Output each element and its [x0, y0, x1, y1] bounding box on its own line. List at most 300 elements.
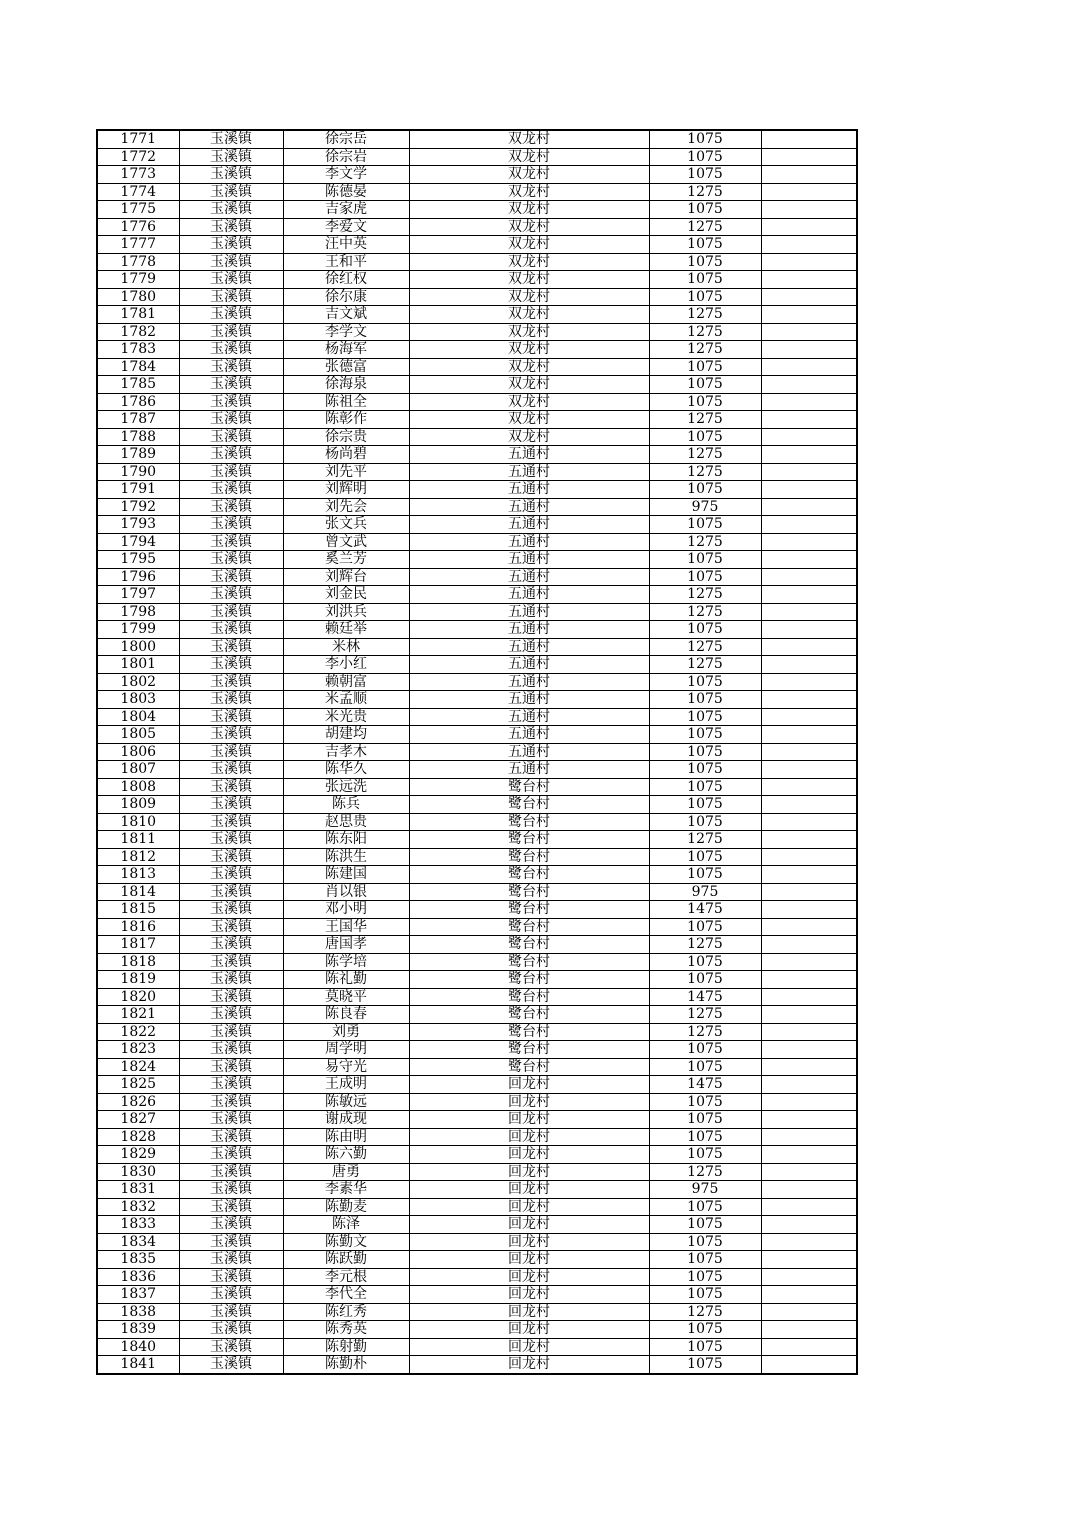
table-row — [97, 691, 857, 709]
note-cell — [761, 1163, 857, 1181]
table-row — [97, 288, 857, 306]
town-cell: 玉溪镇 — [179, 1058, 283, 1076]
name-cell: 陈华久 — [283, 761, 409, 779]
town-cell: 玉溪镇 — [179, 726, 283, 744]
name-cell: 陈学培 — [283, 953, 409, 971]
amount-cell: 975 — [649, 883, 761, 901]
village-cell: 五通村 — [409, 568, 649, 586]
village-cell: 双龙村 — [409, 358, 649, 376]
note-cell — [761, 1023, 857, 1041]
town-cell: 玉溪镇 — [179, 498, 283, 516]
note-cell — [761, 533, 857, 551]
note-cell — [761, 446, 857, 464]
table-row — [97, 1023, 857, 1041]
note-cell — [761, 1268, 857, 1286]
name-cell: 唐勇 — [283, 1163, 409, 1181]
note-cell — [761, 586, 857, 604]
name-cell: 李小红 — [283, 656, 409, 674]
town-cell: 玉溪镇 — [179, 1356, 283, 1374]
row-number-cell: 1803 — [97, 691, 179, 709]
town-cell: 玉溪镇 — [179, 1023, 283, 1041]
village-cell: 双龙村 — [409, 271, 649, 289]
name-cell: 米光贵 — [283, 708, 409, 726]
village-cell: 五通村 — [409, 656, 649, 674]
note-cell — [761, 638, 857, 656]
table-row — [97, 341, 857, 359]
name-cell: 杨尚碧 — [283, 446, 409, 464]
village-cell: 回龙村 — [409, 1111, 649, 1129]
name-cell: 汪中英 — [283, 236, 409, 254]
village-cell: 鹭台村 — [409, 936, 649, 954]
amount-cell: 1075 — [649, 708, 761, 726]
note-cell — [761, 1181, 857, 1199]
note-cell — [761, 1233, 857, 1251]
town-cell: 玉溪镇 — [179, 306, 283, 324]
name-cell: 陈建国 — [283, 866, 409, 884]
town-cell: 玉溪镇 — [179, 183, 283, 201]
table-row — [97, 796, 857, 814]
village-cell: 鹭台村 — [409, 1041, 649, 1059]
row-number-cell: 1831 — [97, 1181, 179, 1199]
note-cell — [761, 988, 857, 1006]
row-number-cell: 1781 — [97, 306, 179, 324]
amount-cell: 1475 — [649, 901, 761, 919]
amount-cell: 1075 — [649, 1233, 761, 1251]
table-row — [97, 551, 857, 569]
table-row — [97, 446, 857, 464]
town-cell: 玉溪镇 — [179, 901, 283, 919]
row-number-cell: 1805 — [97, 726, 179, 744]
town-cell: 玉溪镇 — [179, 813, 283, 831]
town-cell: 玉溪镇 — [179, 708, 283, 726]
row-number-cell: 1836 — [97, 1268, 179, 1286]
village-cell: 双龙村 — [409, 393, 649, 411]
amount-cell: 1275 — [649, 656, 761, 674]
amount-cell: 1075 — [649, 796, 761, 814]
name-cell: 邓小明 — [283, 901, 409, 919]
village-cell: 回龙村 — [409, 1268, 649, 1286]
amount-cell: 1275 — [649, 411, 761, 429]
village-cell: 双龙村 — [409, 253, 649, 271]
row-number-cell: 1787 — [97, 411, 179, 429]
village-cell: 双龙村 — [409, 130, 649, 148]
town-cell: 玉溪镇 — [179, 918, 283, 936]
table-row — [97, 1268, 857, 1286]
row-number-cell: 1837 — [97, 1286, 179, 1304]
amount-cell: 1275 — [649, 1303, 761, 1321]
village-cell: 五通村 — [409, 603, 649, 621]
table-row — [97, 1286, 857, 1304]
amount-cell: 1075 — [649, 1268, 761, 1286]
town-cell: 玉溪镇 — [179, 358, 283, 376]
table-row — [97, 936, 857, 954]
row-number-cell: 1775 — [97, 201, 179, 219]
name-cell: 陈东阳 — [283, 831, 409, 849]
town-cell: 玉溪镇 — [179, 848, 283, 866]
amount-cell: 1275 — [649, 831, 761, 849]
amount-cell: 1075 — [649, 848, 761, 866]
row-number-cell: 1793 — [97, 516, 179, 534]
name-cell: 陈红秀 — [283, 1303, 409, 1321]
table-row — [97, 148, 857, 166]
name-cell: 陈秀英 — [283, 1321, 409, 1339]
town-cell: 玉溪镇 — [179, 831, 283, 849]
town-cell: 玉溪镇 — [179, 1076, 283, 1094]
amount-cell: 1075 — [649, 743, 761, 761]
row-number-cell: 1799 — [97, 621, 179, 639]
town-cell: 玉溪镇 — [179, 1111, 283, 1129]
row-number-cell: 1830 — [97, 1163, 179, 1181]
note-cell — [761, 848, 857, 866]
village-cell: 鹭台村 — [409, 778, 649, 796]
village-cell: 双龙村 — [409, 288, 649, 306]
town-cell: 玉溪镇 — [179, 1338, 283, 1356]
row-number-cell: 1812 — [97, 848, 179, 866]
town-cell: 玉溪镇 — [179, 866, 283, 884]
note-cell — [761, 288, 857, 306]
row-number-cell: 1786 — [97, 393, 179, 411]
note-cell — [761, 673, 857, 691]
village-cell: 鹭台村 — [409, 971, 649, 989]
name-cell: 胡建均 — [283, 726, 409, 744]
village-cell: 五通村 — [409, 708, 649, 726]
village-cell: 鹭台村 — [409, 813, 649, 831]
note-cell — [761, 568, 857, 586]
row-number-cell: 1815 — [97, 901, 179, 919]
amount-cell: 1075 — [649, 166, 761, 184]
amount-cell: 1275 — [649, 341, 761, 359]
table-row — [97, 638, 857, 656]
town-cell: 玉溪镇 — [179, 1216, 283, 1234]
amount-cell: 1275 — [649, 463, 761, 481]
village-cell: 回龙村 — [409, 1093, 649, 1111]
village-cell: 鹭台村 — [409, 883, 649, 901]
note-cell — [761, 1006, 857, 1024]
amount-cell: 1075 — [649, 568, 761, 586]
note-cell — [761, 1356, 857, 1374]
town-cell: 玉溪镇 — [179, 411, 283, 429]
note-cell — [761, 621, 857, 639]
amount-cell: 1075 — [649, 271, 761, 289]
table-row — [97, 323, 857, 341]
village-cell: 五通村 — [409, 743, 649, 761]
village-cell: 双龙村 — [409, 183, 649, 201]
town-cell: 玉溪镇 — [179, 516, 283, 534]
amount-cell: 1075 — [649, 953, 761, 971]
note-cell — [761, 1198, 857, 1216]
name-cell: 徐海泉 — [283, 376, 409, 394]
row-number-cell: 1804 — [97, 708, 179, 726]
note-cell — [761, 358, 857, 376]
town-cell: 玉溪镇 — [179, 1321, 283, 1339]
town-cell: 玉溪镇 — [179, 428, 283, 446]
note-cell — [761, 936, 857, 954]
town-cell: 玉溪镇 — [179, 1303, 283, 1321]
row-number-cell: 1774 — [97, 183, 179, 201]
village-cell: 五通村 — [409, 621, 649, 639]
table-row — [97, 236, 857, 254]
note-cell — [761, 463, 857, 481]
note-cell — [761, 726, 857, 744]
village-cell: 鹭台村 — [409, 796, 649, 814]
village-cell: 五通村 — [409, 551, 649, 569]
row-number-cell: 1806 — [97, 743, 179, 761]
amount-cell: 1275 — [649, 218, 761, 236]
village-cell: 回龙村 — [409, 1163, 649, 1181]
name-cell: 吉文斌 — [283, 306, 409, 324]
row-number-cell: 1833 — [97, 1216, 179, 1234]
table-row — [97, 428, 857, 446]
table-row — [97, 1146, 857, 1164]
amount-cell: 1075 — [649, 1321, 761, 1339]
row-number-cell: 1810 — [97, 813, 179, 831]
town-cell: 玉溪镇 — [179, 568, 283, 586]
note-cell — [761, 778, 857, 796]
table-row — [97, 516, 857, 534]
name-cell: 刘先会 — [283, 498, 409, 516]
town-cell: 玉溪镇 — [179, 656, 283, 674]
town-cell: 玉溪镇 — [179, 1006, 283, 1024]
village-cell: 鹭台村 — [409, 901, 649, 919]
name-cell: 张远洗 — [283, 778, 409, 796]
town-cell: 玉溪镇 — [179, 323, 283, 341]
town-cell: 玉溪镇 — [179, 1198, 283, 1216]
amount-cell: 1075 — [649, 971, 761, 989]
row-number-cell: 1825 — [97, 1076, 179, 1094]
row-number-cell: 1779 — [97, 271, 179, 289]
row-number-cell: 1792 — [97, 498, 179, 516]
name-cell: 张文兵 — [283, 516, 409, 534]
note-cell — [761, 1251, 857, 1269]
town-cell: 玉溪镇 — [179, 883, 283, 901]
town-cell: 玉溪镇 — [179, 341, 283, 359]
name-cell: 易守光 — [283, 1058, 409, 1076]
table-row — [97, 778, 857, 796]
note-cell — [761, 603, 857, 621]
village-cell: 回龙村 — [409, 1321, 649, 1339]
name-cell: 陈洪生 — [283, 848, 409, 866]
village-cell: 鹭台村 — [409, 1058, 649, 1076]
table-row — [97, 1321, 857, 1339]
town-cell: 玉溪镇 — [179, 796, 283, 814]
town-cell: 玉溪镇 — [179, 533, 283, 551]
town-cell: 玉溪镇 — [179, 288, 283, 306]
amount-cell: 1475 — [649, 988, 761, 1006]
table-row — [97, 761, 857, 779]
amount-cell: 1075 — [649, 1041, 761, 1059]
amount-cell: 1075 — [649, 1093, 761, 1111]
amount-cell: 1275 — [649, 1006, 761, 1024]
village-cell: 双龙村 — [409, 306, 649, 324]
row-number-cell: 1819 — [97, 971, 179, 989]
note-cell — [761, 516, 857, 534]
table-row — [97, 1216, 857, 1234]
name-cell: 杨海军 — [283, 341, 409, 359]
row-number-cell: 1789 — [97, 446, 179, 464]
name-cell: 陈祖全 — [283, 393, 409, 411]
note-cell — [761, 498, 857, 516]
row-number-cell: 1824 — [97, 1058, 179, 1076]
town-cell: 玉溪镇 — [179, 743, 283, 761]
amount-cell: 1075 — [649, 1286, 761, 1304]
row-number-cell: 1817 — [97, 936, 179, 954]
table-row — [97, 498, 857, 516]
village-cell: 双龙村 — [409, 148, 649, 166]
village-cell: 双龙村 — [409, 166, 649, 184]
amount-cell: 1275 — [649, 533, 761, 551]
note-cell — [761, 1058, 857, 1076]
village-cell: 五通村 — [409, 516, 649, 534]
table-row — [97, 1251, 857, 1269]
amount-cell: 1075 — [649, 516, 761, 534]
table-row — [97, 656, 857, 674]
amount-cell: 1075 — [649, 551, 761, 569]
name-cell: 刘勇 — [283, 1023, 409, 1041]
amount-cell: 1275 — [649, 183, 761, 201]
village-cell: 五通村 — [409, 726, 649, 744]
town-cell: 玉溪镇 — [179, 1041, 283, 1059]
name-cell: 吉家虎 — [283, 201, 409, 219]
town-cell: 玉溪镇 — [179, 971, 283, 989]
table-row — [97, 586, 857, 604]
village-cell: 鹭台村 — [409, 1023, 649, 1041]
row-number-cell: 1798 — [97, 603, 179, 621]
note-cell — [761, 743, 857, 761]
name-cell: 赖朝富 — [283, 673, 409, 691]
amount-cell: 1075 — [649, 1216, 761, 1234]
amount-cell: 975 — [649, 1181, 761, 1199]
name-cell: 肖以银 — [283, 883, 409, 901]
town-cell: 玉溪镇 — [179, 446, 283, 464]
table-row — [97, 1058, 857, 1076]
amount-cell: 1475 — [649, 1076, 761, 1094]
village-cell: 鹭台村 — [409, 953, 649, 971]
amount-cell: 1275 — [649, 1023, 761, 1041]
amount-cell: 1075 — [649, 813, 761, 831]
note-cell — [761, 796, 857, 814]
village-cell: 五通村 — [409, 498, 649, 516]
name-cell: 王成明 — [283, 1076, 409, 1094]
village-cell: 五通村 — [409, 761, 649, 779]
table-row — [97, 463, 857, 481]
town-cell: 玉溪镇 — [179, 778, 283, 796]
row-number-cell: 1800 — [97, 638, 179, 656]
town-cell: 玉溪镇 — [179, 463, 283, 481]
row-number-cell: 1826 — [97, 1093, 179, 1111]
note-cell — [761, 1128, 857, 1146]
note-cell — [761, 813, 857, 831]
note-cell — [761, 1216, 857, 1234]
village-cell: 双龙村 — [409, 376, 649, 394]
note-cell — [761, 271, 857, 289]
table-row — [97, 306, 857, 324]
name-cell: 刘先平 — [283, 463, 409, 481]
town-cell: 玉溪镇 — [179, 218, 283, 236]
amount-cell: 1075 — [649, 691, 761, 709]
village-cell: 双龙村 — [409, 341, 649, 359]
amount-cell: 1275 — [649, 446, 761, 464]
name-cell: 李代全 — [283, 1286, 409, 1304]
row-number-cell: 1818 — [97, 953, 179, 971]
table-row — [97, 533, 857, 551]
name-cell: 李学文 — [283, 323, 409, 341]
row-number-cell: 1790 — [97, 463, 179, 481]
name-cell: 赖廷举 — [283, 621, 409, 639]
amount-cell: 1075 — [649, 673, 761, 691]
village-cell: 双龙村 — [409, 323, 649, 341]
amount-cell: 1075 — [649, 481, 761, 499]
town-cell: 玉溪镇 — [179, 1128, 283, 1146]
town-cell: 玉溪镇 — [179, 1093, 283, 1111]
village-cell: 双龙村 — [409, 218, 649, 236]
name-cell: 陈德晏 — [283, 183, 409, 201]
table-row — [97, 271, 857, 289]
table-row — [97, 953, 857, 971]
town-cell: 玉溪镇 — [179, 551, 283, 569]
name-cell: 徐宗岳 — [283, 130, 409, 148]
village-cell: 回龙村 — [409, 1251, 649, 1269]
row-number-cell: 1776 — [97, 218, 179, 236]
table-row — [97, 1233, 857, 1251]
row-number-cell: 1814 — [97, 883, 179, 901]
name-cell: 曾文武 — [283, 533, 409, 551]
row-number-cell: 1773 — [97, 166, 179, 184]
table-row — [97, 831, 857, 849]
table-row — [97, 1181, 857, 1199]
table-row — [97, 673, 857, 691]
amount-cell: 1075 — [649, 918, 761, 936]
name-cell: 陈礼勤 — [283, 971, 409, 989]
name-cell: 王和平 — [283, 253, 409, 271]
name-cell: 陈兵 — [283, 796, 409, 814]
note-cell — [761, 866, 857, 884]
village-cell: 五通村 — [409, 691, 649, 709]
row-number-cell: 1813 — [97, 866, 179, 884]
village-cell: 五通村 — [409, 673, 649, 691]
row-number-cell: 1794 — [97, 533, 179, 551]
village-cell: 回龙村 — [409, 1356, 649, 1374]
note-cell — [761, 1146, 857, 1164]
row-number-cell: 1807 — [97, 761, 179, 779]
name-cell: 陈六勤 — [283, 1146, 409, 1164]
note-cell — [761, 1076, 857, 1094]
name-cell: 陈勤文 — [283, 1233, 409, 1251]
name-cell: 徐尔康 — [283, 288, 409, 306]
name-cell: 米孟顺 — [283, 691, 409, 709]
table-row — [97, 971, 857, 989]
table-row — [97, 1076, 857, 1094]
name-cell: 陈泽 — [283, 1216, 409, 1234]
note-cell — [761, 1093, 857, 1111]
name-cell: 徐宗贵 — [283, 428, 409, 446]
row-number-cell: 1797 — [97, 586, 179, 604]
village-cell: 双龙村 — [409, 411, 649, 429]
village-cell: 回龙村 — [409, 1338, 649, 1356]
amount-cell: 1075 — [649, 726, 761, 744]
amount-cell: 1075 — [649, 428, 761, 446]
table-row — [97, 1356, 857, 1374]
amount-cell: 1075 — [649, 1111, 761, 1129]
amount-cell: 1075 — [649, 1338, 761, 1356]
row-number-cell: 1771 — [97, 130, 179, 148]
village-cell: 回龙村 — [409, 1216, 649, 1234]
amount-cell: 1075 — [649, 148, 761, 166]
amount-cell: 1075 — [649, 1146, 761, 1164]
village-cell: 鹭台村 — [409, 988, 649, 1006]
town-cell: 玉溪镇 — [179, 1268, 283, 1286]
row-number-cell: 1835 — [97, 1251, 179, 1269]
row-number-cell: 1788 — [97, 428, 179, 446]
